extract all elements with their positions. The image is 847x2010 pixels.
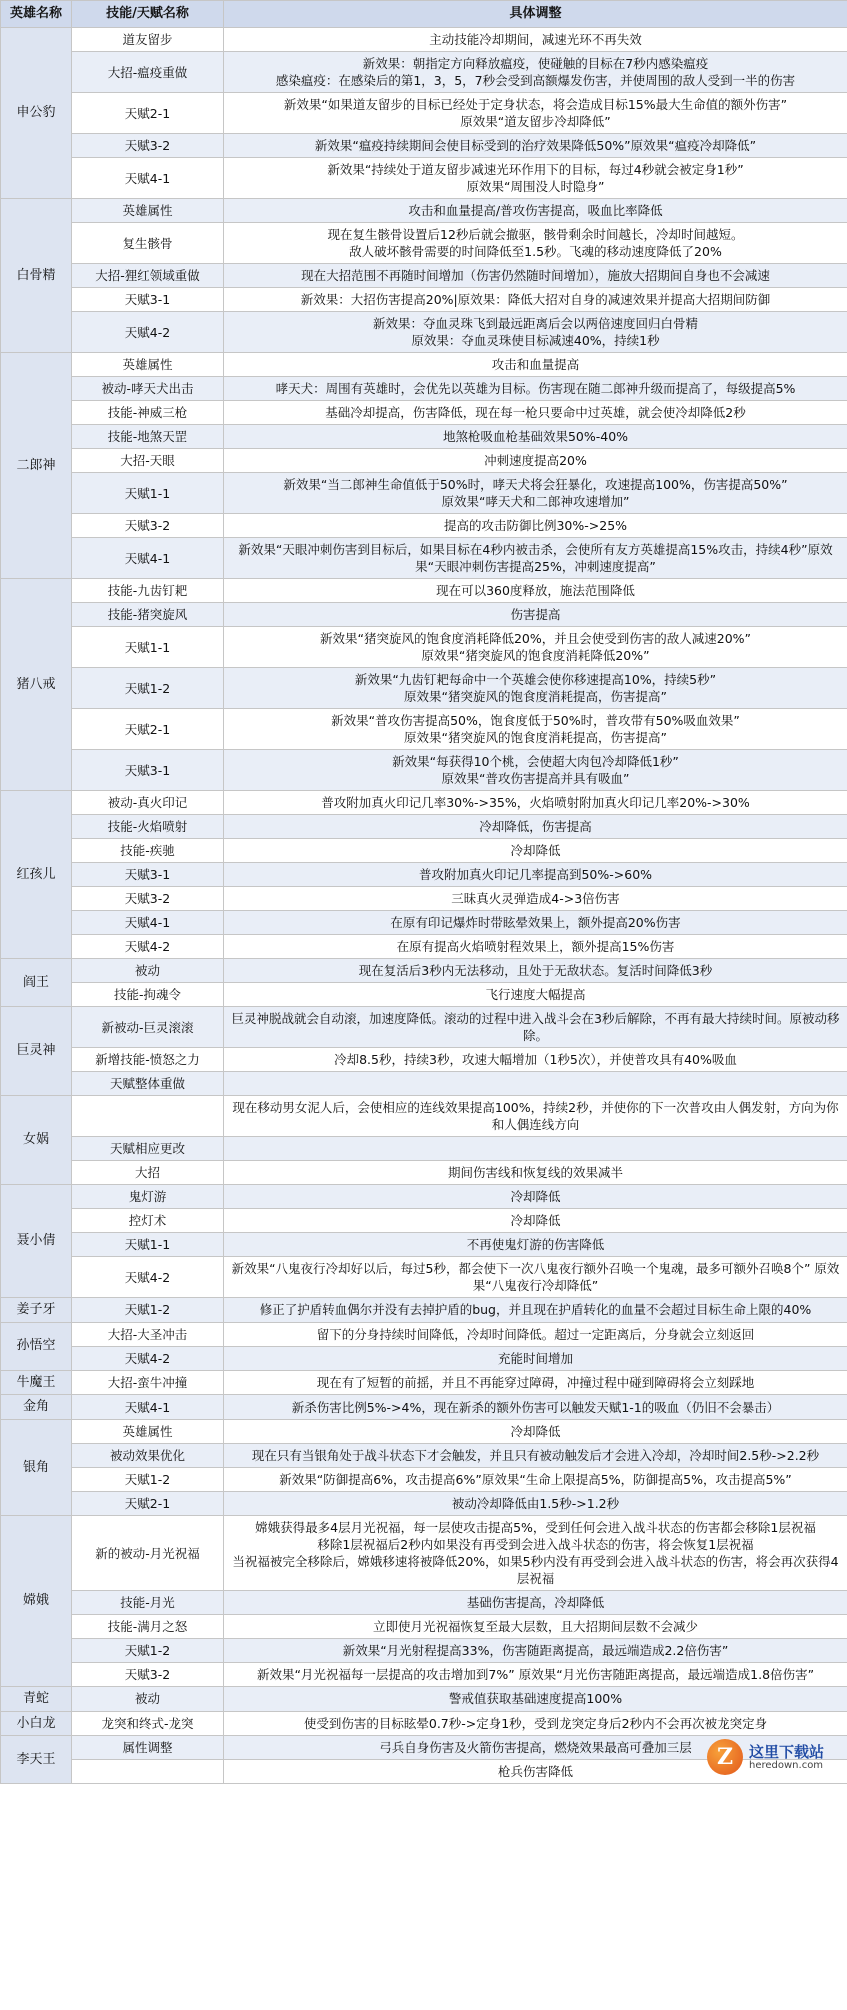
hero-name-cell: 女娲 [1, 1096, 72, 1185]
hero-name-cell: 巨灵神 [1, 1007, 72, 1096]
table-row [1, 514, 847, 538]
table-row [1, 863, 847, 887]
detail-cell [224, 839, 847, 863]
detail-line: 现在复生骸骨设置后12秒后就会撤驱，骸骨剩余时间越长，冷却时间越短。 [327, 227, 744, 242]
table-row [1, 668, 847, 709]
detail-line: 原效果“猪突旋风的饱食度消耗降低20%” [421, 648, 650, 663]
detail-line: 当祝福被完全移除后，嫦娥移速将被降低20%，如果5秒内没有再受到会进入战斗状态的伤害，将会再次获得4层祝福 [232, 1554, 839, 1587]
detail-line: 新效果“月光祝福每一层提高的攻击增加到7%” 原效果“月光伤害随距离提高，最远端造成1.8倍伤害” [256, 1667, 815, 1683]
detail-cell [224, 750, 847, 791]
detail-line: 新效果“猪突旋风的饱食度消耗降低20%，并且会使受到伤害的敌人减速20%” [319, 631, 752, 646]
detail-line: 警戒值获取基础速度提高100% [448, 1691, 623, 1707]
site-watermark [707, 1736, 839, 1778]
detail-cell [224, 401, 847, 425]
hero-name-cell: 小白龙 [1, 1711, 72, 1736]
detail-cell [224, 473, 847, 514]
detail-line: 攻击和血量提高/普攻伤害提高，吸血比率降低 [408, 203, 663, 218]
detail-line: 新效果“当二郎神生命值低于50%时，哮天犬将会狂暴化，攻速提高100%，伤害提高50%” [283, 477, 788, 492]
detail-line: 新杀伤害比例5%->4%，现在新杀的额外伤害可以触发天赋1-1的吸血（仍旧不会暴击） [291, 1399, 780, 1415]
detail-cell [224, 1444, 847, 1468]
detail-line: 原效果“普攻伤害提高并具有吸血” [441, 771, 630, 786]
detail-line: 新效果“月光射程提高33%，伤害随距离提高，最远端造成2.2倍伤害” [342, 1643, 729, 1659]
skill-name-cell: 英雄属性 [72, 199, 224, 223]
detail-cell [224, 603, 847, 627]
detail-line: 巨灵神脱战就会自动滚，加速度降低。滚动的过程中进入战斗会在3秒后解除，不再有最大持续时间。原被动移除。 [231, 1011, 840, 1043]
detail-cell [224, 1048, 847, 1072]
skill-name-cell: 天赋4-1 [72, 1395, 224, 1420]
skill-name-cell: 天赋3-2 [72, 514, 224, 538]
detail-line: 原效果“周围没人时隐身” [466, 179, 605, 194]
detail-line: 普攻附加真火印记几率30%->35%，火焰喷射附加真火印记几率20%->30% [321, 795, 750, 810]
table-row [1, 1298, 847, 1323]
detail-line: 新效果“普攻伤害提高50%，饱食度低于50%时，普攻带有50%吸血效果” [331, 713, 740, 728]
detail-line: 冷却降低 [510, 1189, 561, 1204]
skill-name-cell: 新的被动-月光祝福 [72, 1516, 224, 1591]
detail-line: 新效果“天眼冲刺伤害到目标后，如果目标在4秒内被击杀，会使所有友方英雄提高15%攻击，持续4秒”原效果“天眼冲刺伤害提高25%，冲刺速度提高” [238, 542, 833, 574]
skill-name-cell: 技能-猪突旋风 [72, 603, 224, 627]
detail-line: 感染瘟疫：在感染后的第1，3，5，7秒会受到高额爆发伤害，并使周围的敌人受到一半的伤害 [275, 73, 796, 88]
skill-name-cell: 新增技能-愤怒之力 [72, 1048, 224, 1072]
detail-line: 飞行速度大幅提高 [485, 987, 586, 1002]
detail-line: 冷却降低 [510, 843, 561, 858]
skill-name-cell: 天赋3-1 [72, 750, 224, 791]
table-row [1, 1615, 847, 1639]
table-row [1, 709, 847, 750]
table-row [1, 750, 847, 791]
hero-name-cell: 青蛇 [1, 1687, 72, 1712]
detail-cell [224, 1096, 847, 1137]
table-row [1, 93, 847, 134]
detail-line: 现在复活后3秒内无法移动，且处于无敌状态。复活时间降低3秒 [358, 963, 713, 978]
table-row [1, 1639, 847, 1663]
detail-line: 立即使月光祝福恢复至最大层数，且大招期间层数不会减少 [372, 1619, 698, 1635]
detail-cell [224, 1468, 847, 1492]
skill-name-cell: 天赋4-1 [72, 158, 224, 199]
hero-name-cell: 申公豹 [1, 28, 72, 199]
skill-name-cell: 天赋2-1 [72, 1492, 224, 1516]
table-row [1, 815, 847, 839]
detail-cell [224, 1161, 847, 1185]
skill-name-cell: 天赋2-1 [72, 709, 224, 750]
detail-cell [224, 1072, 847, 1096]
skill-name-cell: 天赋1-2 [72, 668, 224, 709]
detail-cell [224, 935, 847, 959]
detail-line: 现在只有当银角处于战斗状态下才会触发，并且只有被动触发后才会进入冷却，冷却时间2.5秒->2.2秒 [251, 1448, 820, 1464]
detail-line: 新效果：夺血灵珠飞到最远距离后会以两倍速度回归白骨精 [372, 316, 698, 331]
detail-line: 原效果“猪突旋风的饱食度消耗提高，伤害提高” [404, 730, 667, 745]
table-row [1, 158, 847, 199]
detail-cell [224, 134, 847, 158]
table-row [1, 425, 847, 449]
detail-line: 不再使鬼灯游的伤害降低 [466, 1237, 605, 1252]
hero-name-cell: 金角 [1, 1395, 72, 1420]
detail-cell [224, 1420, 847, 1444]
skill-name-cell: 控灯术 [72, 1209, 224, 1233]
hero-name-cell: 二郎神 [1, 353, 72, 579]
detail-cell [224, 312, 847, 353]
detail-line: 新效果“八鬼夜行冷却好以后，每过5秒，都会使下一次八鬼夜行额外召唤一个鬼魂，最多可额外召唤8个” 原效果“八鬼夜行冷却降低” [231, 1261, 840, 1293]
watermark-text: 这里下载站 [749, 1742, 825, 1761]
table-row [1, 1007, 847, 1048]
skill-name-cell: 被动-真火印记 [72, 791, 224, 815]
table-row [1, 449, 847, 473]
detail-line: 在原有提高火焰喷射程效果上，额外提高15%伤害 [396, 939, 675, 954]
skill-name-cell: 技能-火焰喷射 [72, 815, 224, 839]
skill-name-cell: 被动 [72, 1687, 224, 1712]
skill-name-cell: 天赋4-1 [72, 538, 224, 579]
detail-line: 新效果“持续处于道友留步减速光环作用下的目标，每过4秒就会被定身1秒” [327, 162, 744, 177]
detail-line: 现在大招范围不再随时间增加（伤害仍然随时间增加），施放大招期间自身也不会减速 [301, 268, 770, 283]
table-row [1, 538, 847, 579]
skill-name-cell: 英雄属性 [72, 353, 224, 377]
table-row [1, 353, 847, 377]
detail-line: 原效果“猪突旋风的饱食度消耗提高，伤害提高” [404, 689, 667, 704]
detail-line: 期间伤害线和恢复线的效果减半 [447, 1165, 623, 1180]
table-row [1, 1096, 847, 1137]
detail-cell [224, 1185, 847, 1209]
detail-cell [224, 425, 847, 449]
skill-name-cell: 技能-地煞天罡 [72, 425, 224, 449]
detail-line: 基础伤害提高，冷却降低 [466, 1595, 605, 1611]
detail-line: 原效果“哮天犬和二郎神攻速增加” [441, 494, 630, 509]
table-row [1, 1233, 847, 1257]
skill-name-cell: 天赋1-1 [72, 1233, 224, 1257]
detail-cell [224, 377, 847, 401]
skill-name-cell: 技能-神威三枪 [72, 401, 224, 425]
skill-name-cell: 天赋4-2 [72, 312, 224, 353]
detail-line: 新效果“防御提高6%，攻击提高6%”原效果“生命上限提高5%，防御提高5%，攻击提高5%” [279, 1472, 792, 1488]
table-header-row [1, 1, 847, 28]
skill-name-cell: 龙突和终式-龙突 [72, 1711, 224, 1736]
detail-cell [224, 353, 847, 377]
hero-name-cell: 嫦娥 [1, 1516, 72, 1687]
skill-name-cell: 天赋3-2 [72, 1663, 224, 1687]
table-row [1, 1185, 847, 1209]
skill-name-cell: 大招-瘟疫重做 [72, 52, 224, 93]
detail-cell [224, 1370, 847, 1395]
detail-line: 新效果“九齿钉耙每命中一个英雄会使你移速提高10%，持续5秒” [354, 672, 717, 687]
detail-line: 普攻附加真火印记几率提高到50%->60% [418, 867, 653, 882]
detail-line: 充能时间增加 [497, 1350, 573, 1366]
table-row [1, 1072, 847, 1096]
skill-name-cell: 天赋1-2 [72, 1639, 224, 1663]
detail-line: 新效果：朝指定方向释放瘟疫，使碰触的目标在7秒内感染瘟疫 [362, 56, 709, 71]
detail-line: 新效果“如果道友留步的目标已经处于定身状态，将会造成目标15%最大生命值的额外伤害” [283, 97, 788, 112]
table-row [1, 1322, 847, 1346]
detail-cell [224, 1137, 847, 1161]
table-row [1, 1346, 847, 1370]
detail-line: 提高的攻击防御比例30%->25% [443, 518, 628, 533]
detail-cell [224, 579, 847, 603]
detail-line: 冲刺速度提高20% [484, 453, 587, 468]
detail-cell [224, 288, 847, 312]
table-row [1, 1492, 847, 1516]
detail-cell [224, 52, 847, 93]
watermark-logo-icon: Z [707, 1739, 743, 1775]
hero-name-cell: 李天王 [1, 1736, 72, 1784]
skill-name-cell: 天赋1-1 [72, 627, 224, 668]
skill-name-cell: 属性调整 [72, 1736, 224, 1760]
hero-name-cell: 姜子牙 [1, 1298, 72, 1323]
detail-line: 三昧真火灵弹造成4->3倍伤害 [451, 891, 620, 906]
skill-name-cell: 天赋3-2 [72, 134, 224, 158]
table-row [1, 1468, 847, 1492]
detail-cell [224, 887, 847, 911]
detail-cell [224, 1591, 847, 1615]
skill-name-cell: 大招-天眼 [72, 449, 224, 473]
detail-cell [224, 1298, 847, 1323]
skill-name-cell: 天赋4-1 [72, 911, 224, 935]
detail-line: 在原有印记爆炸时带眩晕效果上，额外提高20%伤害 [390, 915, 681, 930]
skill-name-cell: 大招-蛮牛冲撞 [72, 1370, 224, 1395]
skill-name-cell: 天赋4-2 [72, 1257, 224, 1298]
skill-name-cell: 天赋1-2 [72, 1298, 224, 1323]
detail-cell [224, 449, 847, 473]
detail-cell [224, 1639, 847, 1663]
skill-name-cell: 技能-九齿钉耙 [72, 579, 224, 603]
skill-name-cell: 英雄属性 [72, 1420, 224, 1444]
skill-name-cell: 被动-哮天犬出击 [72, 377, 224, 401]
skill-name-cell [72, 1760, 224, 1784]
table-row [1, 134, 847, 158]
skill-name-cell: 道友留步 [72, 28, 224, 52]
detail-line: 留下的分身持续时间降低，冷却时间降低。超过一定距离后，分身就会立刻返回 [316, 1326, 755, 1342]
skill-name-cell: 被动 [72, 959, 224, 983]
table-row [1, 223, 847, 264]
table-row [1, 1420, 847, 1444]
detail-line: 修正了护盾转血偶尔并没有去掉护盾的bug，并且现在护盾转化的血量不会超过目标生命上限的40% [259, 1302, 812, 1318]
skill-name-cell: 技能-疾驰 [72, 839, 224, 863]
hero-name-cell: 孙悟空 [1, 1322, 72, 1370]
hero-name-cell: 银角 [1, 1420, 72, 1516]
table-row [1, 401, 847, 425]
detail-line: 地煞枪吸血枪基础效果50%-40% [442, 429, 629, 444]
detail-line: 冷却降低，伤害提高 [479, 819, 592, 834]
skill-name-cell: 天赋4-2 [72, 1346, 224, 1370]
detail-line: 哮天犬：周围有英雄时，会优先以英雄为目标。伤害现在随二郎神升级而提高了，每级提高5% [275, 381, 796, 396]
detail-line: 新效果：大招伤害提高20%|原效果：降低大招对自身的减速效果并提高大招期间防御 [300, 292, 771, 307]
skill-name-cell: 新被动-巨灵滚滚 [72, 1007, 224, 1048]
detail-line: 敌人破坏骸骨需要的时间降低至1.5秒。飞魂的移动速度降低了20% [349, 244, 722, 259]
header-hero: 英雄名称 [1, 1, 72, 28]
detail-cell [224, 264, 847, 288]
detail-cell [224, 223, 847, 264]
detail-cell [224, 1233, 847, 1257]
table-row [1, 887, 847, 911]
detail-cell [224, 28, 847, 52]
detail-line: 新效果“瘟疫持续期间会使目标受到的治疗效果降低50%”原效果“瘟疫冷却降低” [314, 138, 757, 153]
detail-line: 伤害提高 [510, 607, 561, 622]
detail-line: 枪兵伤害降低 [497, 1764, 573, 1780]
detail-cell [224, 1007, 847, 1048]
header-detail: 具体调整 [224, 1, 847, 28]
hero-name-cell: 红孩儿 [1, 791, 72, 959]
table-row [1, 1370, 847, 1395]
detail-cell [224, 1687, 847, 1712]
skill-name-cell: 天赋1-2 [72, 1468, 224, 1492]
detail-line: 使受到伤害的目标眩晕0.7秒->定身1秒，受到龙突定身后2秒内不会再次被龙突定身 [303, 1716, 768, 1732]
table-row [1, 579, 847, 603]
detail-cell [224, 959, 847, 983]
detail-line: 冷却降低 [510, 1213, 561, 1228]
detail-line: 原效果“道友留步冷却降低” [460, 114, 611, 129]
detail-cell [224, 1516, 847, 1591]
watermark-url: heredown.com [749, 1760, 824, 1772]
detail-line: 现在移动男女泥人后，会使相应的连线效果提高100%，持续2秒，并使你的下一次普攻由人偶发射，方向为你和人偶连线方向 [232, 1100, 839, 1132]
detail-cell [224, 158, 847, 199]
detail-cell [224, 983, 847, 1007]
detail-line: 现在有了短暂的前摇，并且不再能穿过障碍，冲撞过程中碰到障碍将会立刻踩地 [316, 1375, 755, 1390]
detail-cell [224, 668, 847, 709]
table-row [1, 1516, 847, 1591]
table-body [1, 28, 847, 1784]
table-row [1, 1209, 847, 1233]
detail-cell [224, 791, 847, 815]
table-row [1, 911, 847, 935]
hero-name-cell: 阎王 [1, 959, 72, 1007]
detail-cell [224, 709, 847, 750]
detail-cell [224, 514, 847, 538]
detail-cell [224, 93, 847, 134]
detail-line: 弓兵自身伤害及火箭伤害提高，燃烧效果最高可叠加三层 [379, 1740, 692, 1756]
table-row [1, 935, 847, 959]
skill-name-cell: 大招-狸红领域重做 [72, 264, 224, 288]
detail-cell [224, 1492, 847, 1516]
detail-cell [224, 1615, 847, 1639]
detail-line: 冷却降低 [510, 1424, 561, 1440]
detail-cell [224, 1209, 847, 1233]
detail-line: 嫦娥获得最多4层月光祝福，每一层使攻击提高5%，受到任何会进入战斗状态的伤害都会移除1层祝福 [255, 1520, 816, 1536]
table-row [1, 839, 847, 863]
skill-name-cell: 天赋3-2 [72, 887, 224, 911]
skill-name-cell: 技能-拘魂令 [72, 983, 224, 1007]
detail-cell [224, 1663, 847, 1687]
skill-name-cell: 技能-月光 [72, 1591, 224, 1615]
hero-name-cell: 白骨精 [1, 199, 72, 353]
table-row [1, 288, 847, 312]
table-row [1, 377, 847, 401]
detail-cell [224, 199, 847, 223]
skill-name-cell: 鬼灯游 [72, 1185, 224, 1209]
table-row [1, 1444, 847, 1468]
table-row [1, 1395, 847, 1420]
table-row [1, 473, 847, 514]
table-row [1, 1687, 847, 1712]
detail-cell [224, 1395, 847, 1420]
table-row [1, 199, 847, 223]
table-row [1, 28, 847, 52]
skill-name-cell: 天赋3-1 [72, 288, 224, 312]
skill-name-cell: 大招-大圣冲击 [72, 1322, 224, 1346]
detail-line: 现在可以360度释放，施法范围降低 [436, 583, 635, 598]
detail-cell [224, 815, 847, 839]
detail-cell [224, 863, 847, 887]
detail-cell [224, 538, 847, 579]
table-row [1, 603, 847, 627]
hero-name-cell: 聂小倩 [1, 1185, 72, 1298]
skill-name-cell: 大招 [72, 1161, 224, 1185]
table-row [1, 1711, 847, 1736]
skill-name-cell: 被动效果优化 [72, 1444, 224, 1468]
table-row [1, 983, 847, 1007]
detail-cell [224, 1257, 847, 1298]
detail-cell [224, 1711, 847, 1736]
hero-name-cell: 牛魔王 [1, 1370, 72, 1395]
table-row [1, 1663, 847, 1687]
table-row [1, 959, 847, 983]
detail-cell [224, 627, 847, 668]
skill-name-cell: 天赋4-2 [72, 935, 224, 959]
hero-name-cell: 猪八戒 [1, 579, 72, 791]
table-row [1, 1161, 847, 1185]
table-row [1, 791, 847, 815]
table-row [1, 1257, 847, 1298]
detail-line: 攻击和血量提高 [491, 357, 580, 372]
skill-name-cell: 技能-满月之怒 [72, 1615, 224, 1639]
table-row [1, 1591, 847, 1615]
detail-cell [224, 1322, 847, 1346]
header-skill: 技能/天赋名称 [72, 1, 224, 28]
detail-line: 新效果“每获得10个桃，会使超大肉包冷却降低1秒” [392, 754, 679, 769]
skill-name-cell: 天赋1-1 [72, 473, 224, 514]
skill-name-cell [72, 1096, 224, 1137]
detail-line: 原效果：夺血灵珠使目标减速40%，持续1秒 [411, 333, 660, 348]
skill-name-cell: 复生骸骨 [72, 223, 224, 264]
table-row [1, 1048, 847, 1072]
table-row [1, 1137, 847, 1161]
skill-name-cell: 天赋整体重做 [72, 1072, 224, 1096]
detail-cell [224, 1346, 847, 1370]
skill-name-cell: 天赋2-1 [72, 93, 224, 134]
table-row [1, 264, 847, 288]
detail-line: 移除1层祝福后2秒内如果没有再受到会进入战斗状态的伤害，将会恢复1层祝福 [317, 1537, 754, 1553]
skill-name-cell: 天赋3-1 [72, 863, 224, 887]
skill-name-cell: 天赋相应更改 [72, 1137, 224, 1161]
table-row [1, 627, 847, 668]
detail-cell [224, 911, 847, 935]
detail-line: 被动冷却降低由1.5秒->1.2秒 [451, 1496, 620, 1512]
detail-line: 主动技能冷却期间，减速光环不再失效 [429, 32, 642, 47]
detail-line: 冷却8.5秒，持续3秒，攻速大幅增加（1秒5次），并使普攻具有40%吸血 [334, 1052, 737, 1067]
detail-line: 基础冷却提高，伤害降低，现在每一枪只要命中过英雄，就会使冷却降低2秒 [325, 405, 746, 420]
table-row [1, 312, 847, 353]
table-row [1, 52, 847, 93]
